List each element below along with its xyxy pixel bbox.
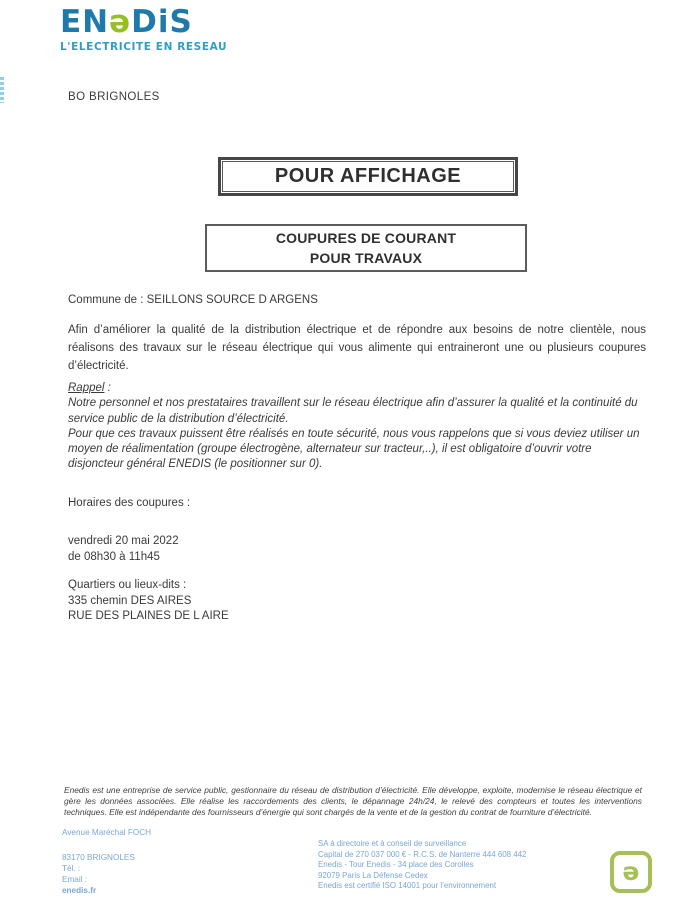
coupures-banner [205, 224, 527, 272]
logo-word-right: DiS [131, 4, 193, 40]
footer-company-line: SA à directoire et à conseil de surveillance [318, 839, 467, 848]
rappel-paragraph-1: Notre personnel et nos prestataires travaillent sur le réseau électrique afin d’assurer la qualité et la continuité du service public de la distribution d’électricité. [68, 397, 638, 425]
footer-tel-label: Tél. : [62, 864, 81, 874]
outage-date: vendredi 20 mai 2022 [68, 535, 179, 547]
enedis-emblem-icon [610, 851, 652, 893]
registration-marks [0, 77, 4, 103]
affichage-banner-label: POUR AFFICHAGE [222, 161, 514, 192]
office-label: BO BRIGNOLES [68, 91, 160, 103]
footer-company-line: Enedis est certifié ISO 14001 pour l’environnement [318, 881, 497, 890]
enedis-logo [60, 6, 227, 53]
rappel-title-line [68, 381, 650, 396]
affichage-banner [218, 157, 518, 196]
footer-email-label: Email : [62, 875, 88, 885]
address-line: RUE DES PLAINES DE L AIRE [68, 610, 229, 623]
logo-wordmark [60, 6, 227, 39]
rappel-title: Rappel [68, 382, 105, 394]
footer-city: 83170 BRIGNOLES [62, 853, 135, 863]
legal-paragraph: Enedis est une entreprise de service public, gestionnaire du réseau de distribution d’électricité. Elle développe, exploite, modernise le réseau électrique et gère les données associées. Elle réalise les raccordements des clients, le dépannage 24h/24, le relevé des compteurs et toutes les interventions techniques. Elle est indépendante des fournisseurs d’énergie qui sont chargés de la vente et de la gestion du contrat de fourniture d’électricité. [64, 785, 642, 818]
commune-line: Commune de : SEILLONS SOURCE D ARGENS [68, 294, 318, 306]
address-line: 335 chemin DES AIRES [68, 594, 192, 607]
coupures-banner-line1: COUPURES DE COURANT [275, 229, 457, 246]
logo-word-left: EN [60, 4, 110, 40]
footer-company-line: Capital de 270 037 000 € - R.C.S. de Nanterre 444 608 442 [318, 849, 527, 859]
intro-paragraph: Afin d’améliorer la qualité de la distribution électrique et de répondre aux besoins de notre clientèle, nous réalisons des travaux sur le réseau électrique qui vous alimente qui entraineront une ou plusieurs coupures d’électricité. [68, 324, 646, 372]
rappel-title-colon: : [104, 382, 111, 394]
emblem-glyph: ǝ [622, 856, 640, 886]
logo-green-e-icon: ǝ [109, 4, 132, 40]
coupures-banner-line2: POUR TRAVAUX [309, 250, 423, 266]
footer-company-info [318, 839, 526, 892]
outage-time: de 08h30 à 11h45 [68, 550, 160, 563]
footer-contact-block [62, 852, 151, 896]
quartiers-section [68, 578, 229, 625]
footer-company-line: 92079 Paris La Défense Cedex [318, 870, 428, 880]
footer-company-line: Enedis - Tour Enedis - 34 place des Corolles [318, 860, 474, 869]
logo-tagline: L'ELECTRICITE EN RESEAU [60, 40, 228, 53]
footer-street: Avenue Maréchal FOCH [62, 828, 152, 837]
rappel-paragraph-2: Pour que ces travaux puissent être réalisés en toute sécurité, nous vous rappelons que si vous deviez utiliser un moyen de réalimentation (groupe électrogène, alternateur sur tracteur,..), il est obligatoire d’ouvrir votre disjoncteur général ENEDIS (le positionner sur 0). [68, 427, 640, 471]
quartiers-label: Quartiers ou lieux-dits : [68, 579, 187, 591]
outage-schedule [68, 534, 179, 565]
footer-website: enedis.fr [62, 886, 97, 896]
rappel-section [68, 381, 650, 473]
horaires-label: Horaires des coupures : [68, 497, 191, 509]
footer-left-address [62, 827, 151, 896]
